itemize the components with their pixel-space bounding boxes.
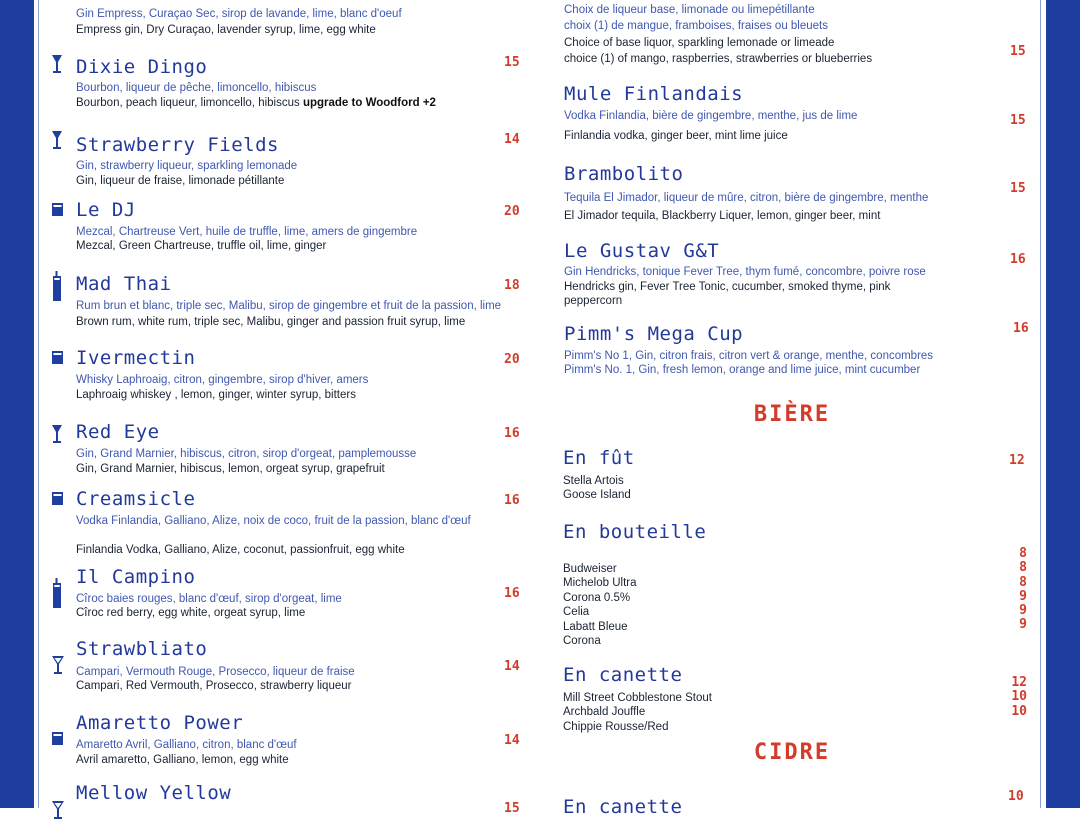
item-price: 14 [504, 659, 520, 674]
item-name: Red Eye [76, 421, 160, 443]
item-price: 10 [1008, 789, 1024, 804]
item-name: Strawberry Fields [76, 134, 279, 156]
item-desc-en: Pimm's No. 1, Gin, fresh lemon, orange and lime juice, mint cucumber [564, 364, 921, 376]
item-name: Il Campino [76, 566, 196, 588]
item-name: Strawbliato [76, 638, 208, 660]
item-price: 16 [504, 426, 520, 441]
item-desc-fr: Rum brun et blanc, triple sec, Malibu, sirop de gingembre et fruit de la passion, lime [76, 300, 502, 312]
item-price: 9 [1019, 588, 1027, 604]
item-price: 20 [504, 352, 520, 367]
item-desc-en: Campari, Red Vermouth, Prosecco, strawberry liqueur [76, 680, 352, 692]
item-name: Mellow Yellow [76, 782, 232, 804]
item-desc-fr: Bourbon, liqueur de pêche, limoncello, hibiscus [76, 82, 317, 94]
item-desc-en: Gin, liqueur de fraise, limonade pétillante [76, 175, 285, 187]
item-desc-en: Empress gin, Dry Curaçao, lavender syrup, lime, egg white [76, 24, 376, 36]
rocks-glass-icon [51, 491, 64, 506]
rocks-glass-icon [51, 731, 64, 746]
item-desc-fr: Vodka Finlandia, bière de gingembre, menthe, jus de lime [564, 110, 858, 122]
item-desc-en: Cîroc red berry, egg white, orgeat syrup, lime [76, 607, 306, 619]
item-price: 16 [504, 493, 520, 508]
beer-list [563, 474, 631, 503]
item-desc-en: Finlandia Vodka, Galliano, Alize, coconut, passionfruit, egg white [76, 544, 405, 556]
item-desc-fr: Choix de liqueur base, limonade ou limepétillante [564, 4, 815, 16]
item-price: 15 [504, 801, 520, 816]
item-price: 8 [1019, 574, 1027, 590]
item-desc-en: Mezcal, Green Chartreuse, truffle oil, lime, ginger [76, 240, 327, 252]
left-frame-line [38, 0, 39, 808]
item-desc-en: Finlandia vodka, ginger beer, mint lime juice [564, 130, 788, 142]
item-name: Le Gustav G&T [564, 240, 720, 262]
section-heading-biere: BIÈRE [753, 402, 831, 427]
item-price: 9 [1019, 617, 1027, 633]
beer-item: Labatt Bleue [563, 620, 628, 633]
item-desc-fr: Amaretto Avril, Galliano, citron, blanc d'œuf [76, 739, 297, 751]
item-price: 16 [504, 586, 520, 601]
item-desc-en: Avril amaretto, Galliano, lemon, egg white [76, 754, 289, 766]
item-price: 16 [1010, 252, 1026, 267]
subsection-title: En canette [563, 796, 683, 818]
beer-item: Michelob Ultra [563, 577, 637, 590]
beer-item: Chippie Rousse/Red [563, 720, 669, 733]
subsection-title: En bouteille [563, 521, 707, 543]
item-name: Mad Thai [76, 273, 172, 295]
item-desc-fr: Gin, strawberry liqueur, sparkling lemonade [76, 160, 298, 172]
item-name: Le DJ [76, 199, 136, 221]
item-desc-en: Hendricks gin, Fever Tree Tonic, cucumber, smoked thyme, pink peppercorn [564, 281, 891, 307]
item-desc-en: Bourbon, peach liqueur, limoncello, hibiscus upgrade to Woodford +2 [76, 97, 436, 109]
item-price: 15 [1010, 113, 1026, 128]
rocks-glass-icon [51, 350, 64, 365]
right-frame-band [1046, 0, 1080, 808]
item-price: 15 [1010, 181, 1026, 196]
upgrade-note: upgrade to Woodford +2 [302, 97, 436, 109]
item-price: 8 [1019, 546, 1027, 561]
tall-glass-icon [52, 271, 62, 302]
beer-item: Mill Street Cobblestone Stout [563, 692, 712, 704]
item-desc-fr: Whisky Laphroaig, citron, gingembre, sirop d'hiver, amers [76, 374, 369, 386]
item-name: Pimm's Mega Cup [564, 323, 744, 345]
item-name: Creamsicle [76, 488, 196, 510]
martini-glass-icon [51, 655, 65, 675]
item-desc-fr: choix (1) de mangue, framboises, fraises ou bleuets [564, 20, 828, 32]
item-desc-fr: Mezcal, Chartreuse Vert, huile de truffle, lime, amers de gingembre [76, 226, 418, 238]
item-desc-en: choice (1) of mango, raspberries, strawberries or blueberries [564, 53, 873, 65]
beer-list [563, 562, 637, 648]
price-list [1000, 676, 1027, 719]
subsection-title: En canette [563, 664, 683, 686]
item-price: 20 [504, 204, 520, 219]
stem-glass-icon [51, 54, 63, 74]
item-desc-en: Choice of base liquor, sparkling lemonade or limeade [564, 37, 835, 49]
item-desc-en: Brown rum, white rum, triple sec, Malibu, ginger and passion fruit syrup, lime [76, 316, 466, 328]
price-list [1005, 547, 1027, 633]
item-price: 16 [1013, 321, 1029, 336]
item-price: 10 [1011, 689, 1027, 705]
stem-glass-icon [51, 130, 63, 150]
item-desc-fr: Gin Hendricks, tonique Fever Tree, thym fumé, concombre, poivre rose [564, 266, 926, 278]
beer-item: Archbald Jouffle [563, 706, 646, 719]
item-name: Dixie Dingo [76, 56, 208, 78]
rocks-glass-icon [51, 202, 64, 217]
left-frame-band [0, 0, 34, 808]
beer-item: Celia [563, 606, 590, 619]
beer-item: Stella Artois [563, 475, 624, 487]
item-price: 8 [1019, 560, 1027, 576]
section-heading-cidre: CIDRE [753, 740, 831, 765]
right-frame-line [1040, 0, 1041, 808]
item-desc-en: Laphroaig whiskey , lemon, ginger, winter syrup, bitters [76, 389, 356, 401]
item-desc-en: Gin, Grand Marnier, hibiscus, lemon, orgeat syrup, grapefruit [76, 463, 385, 475]
item-desc-en: El Jimador tequila, Blackberry Liquer, lemon, ginger beer, mint [564, 210, 881, 222]
item-price: 10 [1011, 703, 1027, 719]
item-desc-fr: Gin, Grand Marnier, hibiscus, citron, sirop d'orgeat, pamplemousse [76, 448, 417, 460]
item-price: 14 [504, 733, 520, 748]
item-desc-fr: Cîroc baies rouges, blanc d'œuf, sirop d'orgeat, lime [76, 593, 342, 605]
item-name: Amaretto Power [76, 712, 244, 734]
item-price: 12 [1009, 453, 1025, 468]
tall-glass-icon [52, 578, 62, 609]
item-desc-fr: Gin Empress, Curaçao Sec, sirop de lavande, lime, blanc d'oeuf [76, 8, 402, 20]
item-desc-fr: Campari, Vermouth Rouge, Prosecco, liqueur de fraise [76, 666, 355, 678]
item-price: 12 [1011, 675, 1027, 690]
item-price: 15 [504, 55, 520, 70]
item-price: 14 [504, 132, 520, 147]
item-price: 18 [504, 278, 520, 293]
item-desc-fr: Vodka Finlandia, Galliano, Alize, noix de coco, fruit de la passion, blanc d'œuf [76, 515, 471, 527]
beer-item: Budweiser [563, 563, 617, 575]
item-price: 9 [1019, 603, 1027, 619]
beer-item: Corona [563, 635, 601, 648]
beer-item: Goose Island [563, 489, 631, 502]
martini-glass-icon [51, 800, 65, 820]
subsection-title: En fût [563, 447, 635, 469]
item-desc-fr: Pimm's No 1, Gin, citron frais, citron vert & orange, menthe, concombres [564, 350, 934, 362]
stem-glass-icon [51, 424, 63, 444]
beer-list [563, 691, 712, 734]
item-name: Brambolito [564, 163, 684, 185]
item-price: 15 [1010, 44, 1026, 59]
beer-item: Corona 0.5% [563, 591, 631, 604]
item-name: Ivermectin [76, 347, 196, 369]
item-name: Mule Finlandais [564, 83, 744, 105]
item-desc-fr: Tequila El Jimador, liqueur de mûre, citron, bière de gingembre, menthe [564, 192, 929, 204]
